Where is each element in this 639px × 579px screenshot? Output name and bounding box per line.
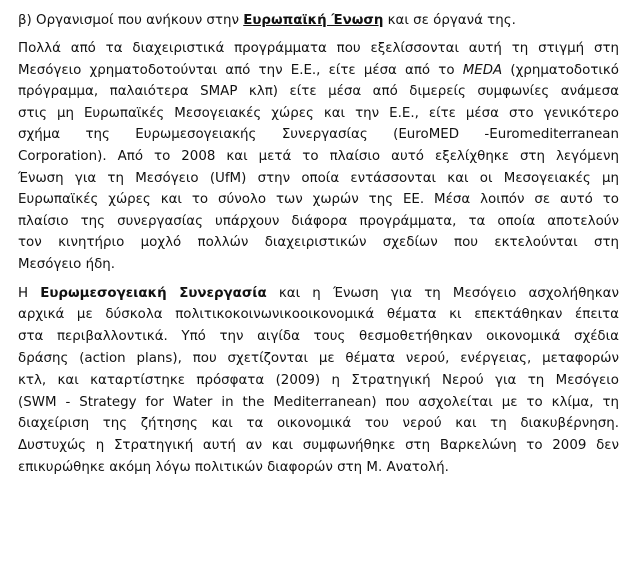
text-line: Μεσόγειο ήδη. — [18, 256, 116, 272]
text-line: Corporation). Από το 2008 και μετά το πλαίσιο αυτό εξελίχθηκε στη λεγόμενη — [18, 148, 619, 164]
text-line: σχήμα της Ευρωμεσογειακής Συνεργασίας (EuroMED -Euromediterranean — [18, 127, 619, 143]
text-line — [18, 283, 619, 305]
paragraph-2 — [18, 283, 619, 479]
text-segment: και η Ένωση για τη Μεσόγειο ασχολήθηκαν — [266, 285, 619, 301]
text-line: Ευρωπαϊκές χώρες και το σύνολο των χωρών της ΕΕ. Μέσα λοιπόν σε αυτό το — [18, 192, 619, 208]
heading-highlight: Ευρωπαϊκή Ένωση — [243, 13, 384, 28]
heading-prefix: β) Οργανισμοί που ανήκουν στην — [18, 13, 244, 28]
text-line: πρόγραμμα, παλαιότερα SMAP κλπ) είτε μέσα από διμερείς συμφωνίες ανάμεσα — [18, 84, 619, 100]
text-segment: (χρηματοδοτικό — [502, 62, 619, 78]
text-line: δράσης (action plans), που σχετίζονται με θέματα νερού, ενέργειας, μεταφορών — [18, 350, 619, 366]
text-line: πλαίσιο της συνεργασίας υπάρχουν διάφορα προγράμματα, τα οποία αποτελούν — [18, 213, 619, 229]
euromed-term: Ευρωμεσογειακή Συνεργασία — [40, 285, 267, 301]
text-line: κτλ, και καταρτίστηκε πρόσφατα (2009) η Στρατηγική Νερού για τη Μεσόγειο — [18, 372, 619, 388]
text-line: στα περιβαλλοντικά. Υπό την αιγίδα τους θεσμοθετήθηκαν οικονομικά σχέδια — [18, 329, 619, 345]
text-line: αρχικά με δύσκολα πολιτικοκοινωνικοοικονομικά θέματα κι επεκτάθηκαν έπειτα — [18, 307, 619, 323]
text-line: Δυστυχώς η Στρατηγική αυτή αν και συμφωνήθηκε στη Βαρκελώνη το 2009 δεν — [18, 438, 619, 454]
meda-term: MEDA — [462, 62, 503, 78]
text-line: (SWM - Strategy for Water in the Mediterranean) που ασχολείται με το κλίμα, τη — [18, 394, 619, 410]
heading-suffix: και σε όργανά της. — [383, 13, 516, 28]
paragraph-1 — [18, 38, 619, 276]
text-line: στις μη Ευρωπαϊκές Μεσογειακές χώρες και την Ε.Ε., είτε μέσα στο γενικότερο — [18, 105, 619, 121]
text-line: Ένωση για τη Μεσόγειο (UfM) στην οποία εντάσσονται και οι Μεσογειακές μη — [18, 170, 619, 186]
text-line: διαχείριση της ζήτησης και τα οικονομικά του νερού και τη διακυβέρνηση. — [18, 416, 619, 432]
text-line: επικυρώθηκε ακόμη λόγω πολιτικών διαφορών στη Μ. Ανατολή. — [18, 459, 449, 475]
text-line — [18, 60, 619, 82]
section-heading — [18, 11, 619, 31]
text-line: τον κινητήριο μοχλό πολλών διαχειριστικών σχεδίων που εκτελούνται στη — [18, 235, 619, 251]
text-segment: Η — [18, 285, 41, 301]
text-line: Πολλά από τα διαχειριστικά προγράμματα που εξελίσσονται αυτή τη στιγμή στη — [18, 41, 619, 56]
text-segment: Μεσόγειο χρηματοδοτούνται από την Ε.Ε., είτε μέσα από το — [18, 62, 463, 78]
